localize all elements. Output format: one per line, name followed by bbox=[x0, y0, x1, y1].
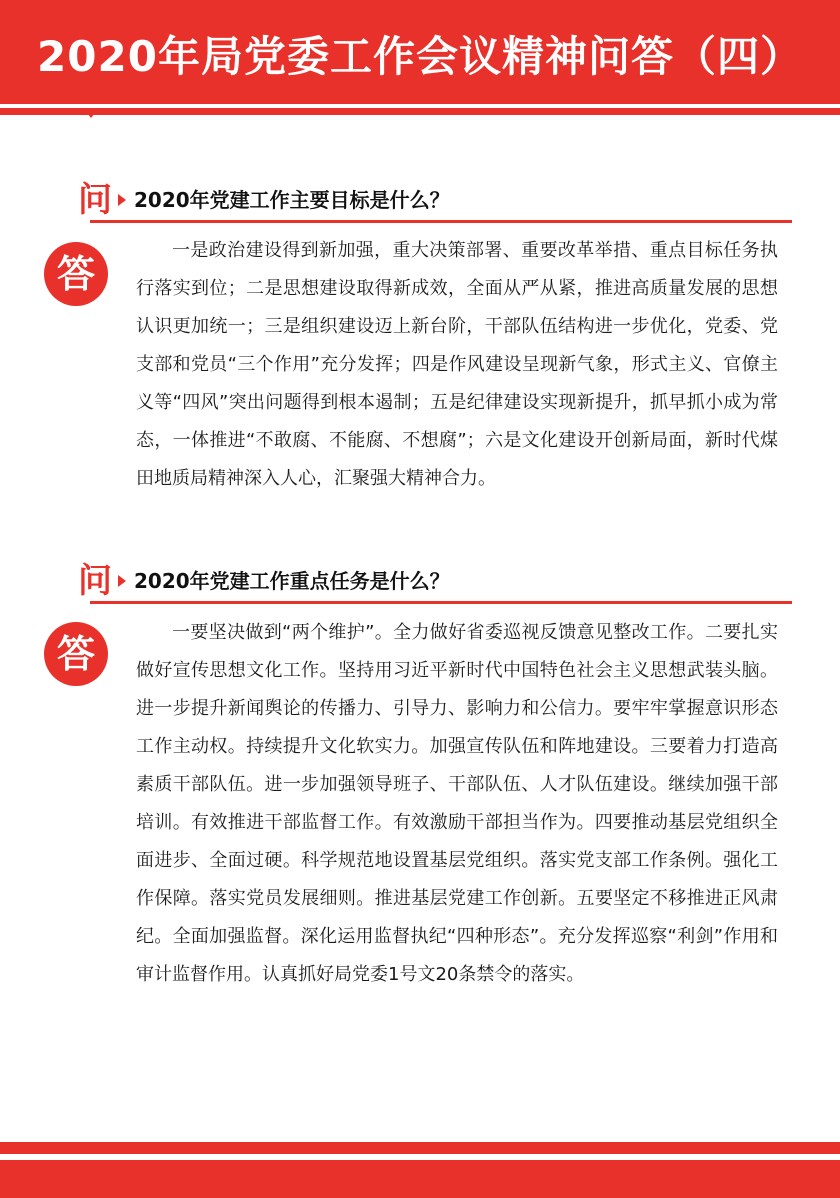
question-icon: 问 bbox=[78, 561, 112, 601]
answer-icon: 答 bbox=[44, 242, 108, 306]
header-pointer-icon bbox=[84, 109, 98, 118]
arrow-right-icon bbox=[118, 194, 126, 206]
question-divider-1 bbox=[90, 220, 792, 223]
question-divider-2 bbox=[90, 601, 792, 604]
footer-stripe bbox=[0, 1142, 840, 1154]
answer-icon: 答 bbox=[44, 622, 108, 686]
arrow-right-icon bbox=[118, 575, 126, 587]
answer-text-1: 一是政治建设得到新加强，重大决策部署、重要改革举措、重点目标任务执行落实到位；二是思想建设取得新成效，全面从严从紧，推进高质量发展的思想认识更加统一；三是组织建设迈上新台阶，干部队伍结构进一步优化，党委、党支部和党员“三个作用”充分发挥；四是作风建设呈现新气象，形式主义、官僚主义等“四风”突出问题得到根本遏制；五是纪律建设实现新提升，抓早抓小成为常态，一体推进“不敢腐、不能腐、不想腐”；六是文化建设开创新局面，新时代煤田地质局精神深入人心，汇聚强大精神合力。 bbox=[136, 240, 778, 489]
question-text-1: 2020年党建工作主要目标是什么？ bbox=[134, 188, 450, 212]
footer-band bbox=[0, 1160, 840, 1198]
question-text-2: 2020年党建工作重点任务是什么？ bbox=[134, 569, 450, 593]
question-row-1 bbox=[78, 178, 798, 222]
question-row-2 bbox=[78, 559, 798, 603]
header-stripe bbox=[0, 108, 840, 115]
answer-text-2: 一要坚决做到“两个维护”。全力做好省委巡视反馈意见整改工作。二要扎实做好宣传思想文化工作。坚持用习近平新时代中国特色社会主义思想武装头脑。进一步提升新闻舆论的传播力、引导力、影响力和公信力。要牢牢掌握意识形态工作主动权。持续提升文化软实力。加强宣传队伍和阵地建设。三要着力打造高素质干部队伍。进一步加强领导班子、干部队伍、人才队伍建设。继续加强干部培训。有效推进干部监督工作。有效激励干部担当作为。四要推动基层党组织全面进步、全面过硬。科学规范地设置基层党组织。落实党支部工作条例。强化工作保障。落实党员发展细则。推进基层党建工作创新。五要坚定不移推进正风肃纪。全面加强监督。深化运用监督执纪“四种形态”。充分发挥巡察“利剑”作用和审计监督作用。认真抓好局党委1号文20条禁令的落实。 bbox=[136, 622, 778, 985]
page-title: 2020年局党委工作会议精神问答（四） bbox=[37, 32, 803, 81]
question-icon: 问 bbox=[78, 180, 112, 220]
